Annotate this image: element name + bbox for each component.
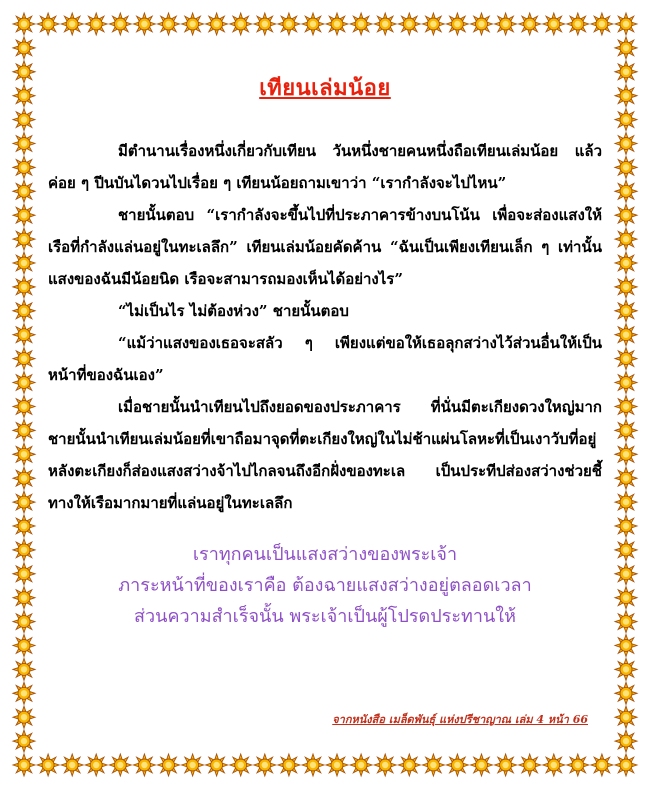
sun-icon — [13, 539, 35, 561]
sun-icon — [591, 754, 613, 776]
sun-icon — [615, 348, 637, 370]
sun-icon — [13, 133, 35, 155]
sun-icon — [615, 611, 637, 633]
sun-icon — [326, 754, 348, 776]
sun-icon — [567, 754, 589, 776]
sun-icon — [422, 754, 444, 776]
sun-icon — [13, 13, 35, 35]
sun-icon — [326, 13, 348, 35]
sun-icon — [591, 13, 613, 35]
sun-icon — [13, 252, 35, 274]
sun-icon — [615, 515, 637, 537]
sun-icon — [158, 13, 180, 35]
sun-icon — [615, 276, 637, 298]
sun-icon — [615, 635, 637, 657]
sun-icon — [446, 13, 468, 35]
sun-icon — [495, 13, 517, 35]
sun-icon — [13, 682, 35, 704]
story-title: เทียนเล่มน้อย — [259, 75, 391, 101]
sun-icon — [471, 13, 493, 35]
sun-icon — [13, 61, 35, 83]
sun-icon — [567, 13, 589, 35]
sun-icon — [61, 13, 83, 35]
story-paragraph: ชายนั้นตอบ “เรากำลังจะขึ้นไปที่ประภาคารข้างบนโน้น เพื่อจะส่องแสงให้เรือที่กำลังแล่นอยู่ในทะเลลึก” เทียนเล่มน้อยคัดค้าน “ฉันเป็นเพียงเทียนเล็ก ๆ เท่านั้น แสงของฉันมีน้อยนิด เรือจะสามารถมองเห็นได้อย่างไร” — [48, 206, 602, 288]
sun-icon — [13, 324, 35, 346]
sun-icon — [37, 13, 59, 35]
sun-icon — [615, 37, 637, 59]
sun-icon — [13, 754, 35, 776]
sun-icon — [133, 754, 155, 776]
sun-icon — [615, 300, 637, 322]
sun-icon — [85, 13, 107, 35]
sun-icon — [615, 228, 637, 250]
sun-icon — [350, 13, 372, 35]
sun-icon — [230, 754, 252, 776]
motto-block — [48, 539, 602, 632]
sun-icon — [182, 13, 204, 35]
sun-icon — [13, 658, 35, 680]
sun-icon — [615, 156, 637, 178]
sun-icon — [13, 635, 35, 657]
story-card — [48, 66, 602, 730]
sun-icon — [615, 539, 637, 561]
sun-icon — [254, 13, 276, 35]
sun-icon — [302, 754, 324, 776]
sun-icon — [158, 754, 180, 776]
sun-icon — [13, 300, 35, 322]
story-paragraph: มีตำนานเรื่องหนึ่งเกี่ยวกับเทียน วันหนึ่งชายคนหนึ่งถือเทียนเล่มน้อย แล้วค่อย ๆ ปีนบันไดวนไปเรื่อย ๆ เทียนน้อยถามเขาว่า “เรากำลังจะไปไหน” — [48, 142, 602, 192]
sun-icon — [615, 61, 637, 83]
story-paragraph: “แม้ว่าแสงของเธอจะสลัว ๆ เพียงแต่ขอให้เธอลุกสว่างไว้ส่วนอื่นให้เป็นหน้าที่ของฉันเอง” — [48, 334, 602, 384]
motto-line: ภาระหน้าที่ของเราคือ ต้องฉายแสงสว่างอยู่ตลอดเวลา — [118, 575, 532, 596]
sun-icon — [615, 658, 637, 680]
sun-icon — [13, 467, 35, 489]
sun-icon — [615, 133, 637, 155]
sun-icon — [13, 491, 35, 513]
motto-line: เราทุกคนเป็นแสงสว่างของพระเจ้า — [192, 544, 458, 565]
sun-icon — [398, 13, 420, 35]
source-citation: จากหนังสือ เมล็ดพันธุ์ แห่งปรีชาญาณ เล่ม 4 หน้า 66 — [332, 713, 588, 726]
sun-icon — [206, 754, 228, 776]
sun-icon — [13, 372, 35, 394]
sun-icon — [615, 682, 637, 704]
sun-icon — [350, 754, 372, 776]
sun-icon — [13, 443, 35, 465]
sun-icon — [615, 324, 637, 346]
sun-icon — [615, 419, 637, 441]
sun-icon — [254, 754, 276, 776]
sun-icon — [37, 754, 59, 776]
sun-icon — [13, 348, 35, 370]
sun-icon — [615, 396, 637, 418]
sun-icon — [206, 13, 228, 35]
sun-icon — [13, 180, 35, 202]
sun-icon — [13, 156, 35, 178]
sun-icon — [519, 13, 541, 35]
sun-icon — [182, 754, 204, 776]
sun-icon — [13, 706, 35, 728]
sun-icon — [615, 443, 637, 465]
sun-icon — [278, 13, 300, 35]
sun-icon — [615, 85, 637, 107]
sun-icon — [85, 754, 107, 776]
sun-icon — [615, 730, 637, 752]
sun-icon — [615, 754, 637, 776]
sun-icon — [13, 204, 35, 226]
sun-icon — [13, 85, 35, 107]
sun-icon — [543, 13, 565, 35]
sun-icon — [615, 13, 637, 35]
sun-icon — [615, 372, 637, 394]
sun-icon — [61, 754, 83, 776]
sun-icon — [615, 563, 637, 585]
story-paragraph: เมื่อชายนั้นนำเทียนไปถึงยอดของประภาคาร ที่นั่นมีตะเกียงดวงใหญ่มาก ชายนั้นนำเทียนเล่มน้อยที่เขาถือมาจุดที่ตะเกียงใหญ่ในไม่ช้าแผ่นโลหะที่เป็นเงาวับที่อยู่หลังตะเกียงก็ส่องแสงสว่างจ้าไปไกลจนถึงอีกฝั่งของทะเล เป็นประทีปส่องสว่างช่วยชี้ทางให้เรือมากมายที่แล่นอยู่ในทะเลลึก — [48, 398, 602, 512]
sun-icon — [615, 467, 637, 489]
sun-icon — [422, 13, 444, 35]
sun-icon — [13, 587, 35, 609]
sun-icon — [471, 754, 493, 776]
sun-icon — [13, 396, 35, 418]
sun-icon — [398, 754, 420, 776]
sun-icon — [13, 563, 35, 585]
sun-icon — [13, 228, 35, 250]
sun-icon — [278, 754, 300, 776]
sun-icon — [230, 13, 252, 35]
sun-icon — [133, 13, 155, 35]
sun-icon — [495, 754, 517, 776]
sun-icon — [615, 109, 637, 131]
sun-icon — [13, 419, 35, 441]
sun-icon — [374, 754, 396, 776]
sun-icon — [13, 109, 35, 131]
sun-icon — [109, 13, 131, 35]
sun-icon — [109, 754, 131, 776]
sun-icon — [615, 204, 637, 226]
sun-icon — [615, 252, 637, 274]
sun-icon — [13, 276, 35, 298]
sun-icon — [13, 730, 35, 752]
sun-icon — [543, 754, 565, 776]
sun-icon — [615, 706, 637, 728]
sun-icon — [13, 515, 35, 537]
sun-icon — [13, 611, 35, 633]
sun-icon — [519, 754, 541, 776]
sun-icon — [374, 13, 396, 35]
motto-line: ส่วนความสำเร็จนั้น พระเจ้าเป็นผู้โปรดประทานให้ — [134, 606, 516, 627]
sun-icon — [615, 180, 637, 202]
sun-icon — [615, 491, 637, 513]
sun-icon — [13, 37, 35, 59]
story-paragraph: “ไม่เป็นไร ไม่ต้องห่วง” ชายนั้นตอบ — [118, 302, 349, 320]
sun-icon — [446, 754, 468, 776]
sun-icon — [302, 13, 324, 35]
sun-icon — [615, 587, 637, 609]
